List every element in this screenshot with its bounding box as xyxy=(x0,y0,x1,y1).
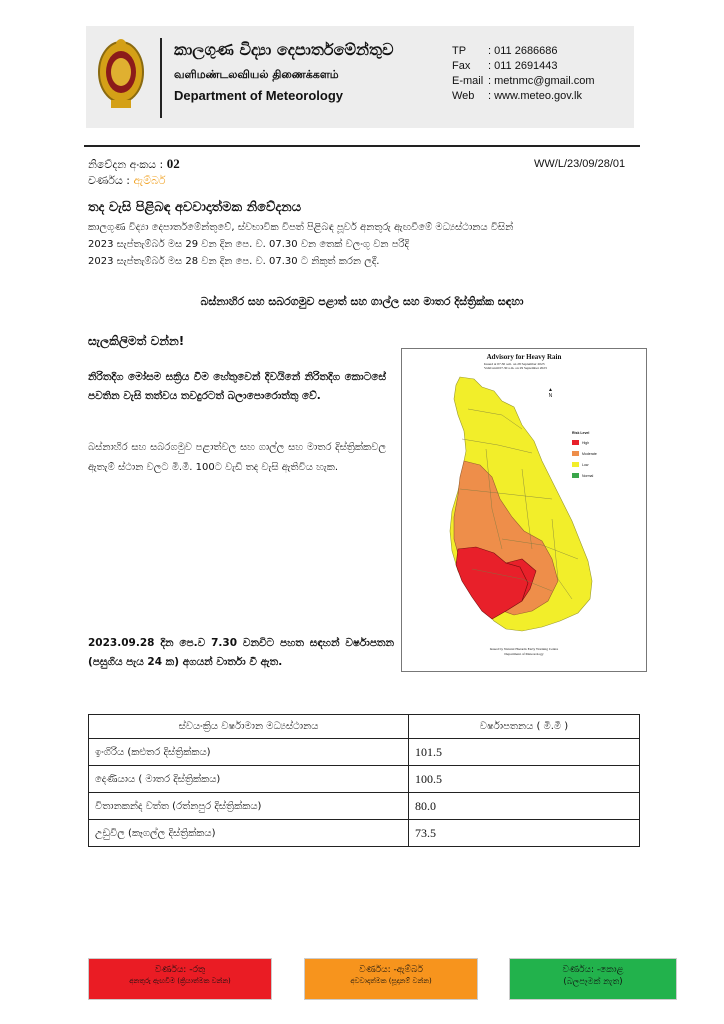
legend-swatch xyxy=(572,473,579,478)
contact-phone xyxy=(452,44,595,59)
contact-value: : 011 2691443 xyxy=(488,60,558,72)
header-rule xyxy=(84,145,640,147)
map-title: Advisory for Heavy Rain xyxy=(486,353,562,361)
legend-swatch xyxy=(572,462,579,467)
map-subtitle-line: Issued at 07.30 a.m. on 28 September 2023 xyxy=(484,362,545,366)
column-header-station: ස්වයංක්‍රිය වර්ෂාමාන මධ්‍යස්ථානය xyxy=(89,715,409,739)
legend-item-low xyxy=(572,462,597,467)
paragraph-rainfall-report: 2023.09.28 දින පෙ.ව 7.30 වනවිට පහත සඳහන් වර්ෂාපතන (පසුගිය පැය 24 ක) අගයන් වාර්තා වී ඇත. xyxy=(88,637,394,668)
map-subtitle xyxy=(484,362,604,370)
notice-number-label: නිවේදන අංකය : xyxy=(88,158,164,171)
north-arrow-icon: ▲ N xyxy=(548,387,553,399)
letterhead xyxy=(86,26,634,128)
level-box-red xyxy=(88,958,272,1000)
level-description: (බලපෑමක් නැත) xyxy=(563,977,623,987)
station-cell: උඩුවිල (කෑගල්ල දිස්ත්‍රික්කය) xyxy=(89,820,409,847)
rainfall-cell: 100.5 xyxy=(409,766,640,793)
org-name-tamil: வளிமண்டலவியல் திணைக்களம் xyxy=(174,68,339,81)
legend-label: High xyxy=(582,440,590,445)
legend-item-high xyxy=(572,440,597,445)
level-title: වර්ණය: -රතු xyxy=(154,965,206,975)
legend-swatch xyxy=(572,440,579,445)
notice-meta xyxy=(88,156,180,189)
legend-label: Normal xyxy=(582,473,594,478)
alert-heading: සැලකිලිමත් වන්න! xyxy=(88,334,185,348)
table-header-row xyxy=(89,715,640,739)
color-value: ඇම්බර් xyxy=(133,174,166,187)
header-divider xyxy=(160,38,162,118)
level-description: අවවාදාත්මක (සූදානම් වන්න) xyxy=(350,977,432,985)
paragraph-monsoon: නිරිතදිග මෝසම සක්‍රිය වීම හේතුවෙන් දිවයිනේ නිරිතදිග කොටසේ පවතින වැසි තත්වය තවදුරටත් බලාපොරොත්තු වේ. xyxy=(88,371,386,402)
table-row xyxy=(89,793,640,820)
station-cell: ඉංගිරිය (කළුතර දිස්ත්‍රික්කය) xyxy=(89,739,409,766)
intro-text xyxy=(88,219,644,270)
paragraph-forecast: බස්නාහිර සහ සබරගමුව පළාත්වල සහ ගාල්ල සහ මාතර දිස්ත්‍රික්කවල ඇතැම් ස්ථාන වලට මි.මී. 100ට වැඩි තද වැසි ඇතිවිය හැක. xyxy=(88,442,386,473)
map-footer-line: Department of Meteorology xyxy=(504,652,544,656)
org-name-sinhala: කාලගුණ විද්‍යා දෙපාර්තමේන්තුව xyxy=(174,40,394,59)
rainfall-cell: 80.0 xyxy=(409,793,640,820)
contact-label: Web xyxy=(452,90,475,102)
notice-number: 02 xyxy=(166,156,180,171)
intro-line: කාලගුණ විද්‍යා දෙපාර්තමේන්තුවේ, ස්වභාවික විපත් පිළිබඳ පූර්ව අනතුරු ඇඟවීමේ මධ්‍යස්ථානය විසින් xyxy=(88,222,514,233)
map-footer xyxy=(402,647,646,657)
column-header-rainfall: වර්ෂාපතනය ( මි.මී ) xyxy=(409,715,640,739)
table-row xyxy=(89,739,640,766)
contact-value[interactable]: : metnmc@gmail.com xyxy=(488,75,595,87)
station-cell: විතානකන්ද වත්ත (රත්නපුර දිස්ත්‍රික්කය) xyxy=(89,793,409,820)
station-cell: දෙණියාය ( මාතර දිස්ත්‍රික්කය) xyxy=(89,766,409,793)
reference-number: WW/L/23/09/28/01 xyxy=(534,158,626,170)
color-label: වර්ණය : xyxy=(88,174,131,187)
north-label: N xyxy=(548,393,553,399)
contact-label: TP xyxy=(452,45,467,57)
level-description: අනතුරු ඇඟවීම (ක්‍රියාත්මක වන්න) xyxy=(129,977,231,985)
legend-label: Low xyxy=(582,462,589,467)
legend-label: Moderate xyxy=(582,451,597,456)
rainfall-table xyxy=(88,714,640,847)
legend-title: Risk Level xyxy=(572,431,590,435)
level-title: වර්ණය: -කොළ xyxy=(562,965,624,975)
table-row xyxy=(89,766,640,793)
contact-email xyxy=(452,74,595,89)
rainfall-cell: 101.5 xyxy=(409,739,640,766)
contact-fax xyxy=(452,59,595,74)
level-title: වර්ණය: -ඇම්බර් xyxy=(359,965,423,975)
contact-web xyxy=(452,89,595,104)
contact-label: E-mail xyxy=(452,75,484,87)
region-heading: බස්නාහිර සහ සබරගමුව පළාත් සහ ගාල්ල සහ මාතර දිස්ත්‍රික්ක සඳහා xyxy=(200,295,524,308)
contact-value[interactable]: : www.meteo.gov.lk xyxy=(488,90,582,102)
table-row xyxy=(89,820,640,847)
contact-details xyxy=(452,44,595,104)
intro-line: 2023 සැප්තැම්බර් මස 28 වන දින පෙ. ව. 07.30 ට නිකුත් කරන ලදී. xyxy=(88,256,380,267)
level-box-green xyxy=(509,958,677,1000)
intro-line: 2023 සැප්තැම්බර් මස 29 වන දින පෙ. ව. 07.30 වන තෙක් වලංගු වන පරිදි xyxy=(88,239,409,250)
advisory-map xyxy=(401,348,647,672)
legend-swatch xyxy=(572,451,579,456)
rainfall-cell: 73.5 xyxy=(409,820,640,847)
notice-title: තද වැසි පිළිබඳ අවවාදාත්මක නිවේදනය xyxy=(88,200,302,215)
national-emblem-icon xyxy=(96,36,146,112)
contact-value: : 011 2686686 xyxy=(488,45,558,57)
sri-lanka-map xyxy=(402,349,648,673)
legend-item-moderate xyxy=(572,451,597,456)
level-box-amber xyxy=(304,958,478,1000)
map-subtitle-line: Valid until 07.30 a.m. on 29 September 2023 xyxy=(484,366,547,370)
org-name-english: Department of Meteorology xyxy=(174,88,344,103)
legend-item-normal xyxy=(572,473,597,478)
map-legend xyxy=(572,431,597,484)
map-footer-line: Issued by Natural Hazards Early Warning Centre xyxy=(489,647,559,651)
contact-label: Fax xyxy=(452,60,471,72)
